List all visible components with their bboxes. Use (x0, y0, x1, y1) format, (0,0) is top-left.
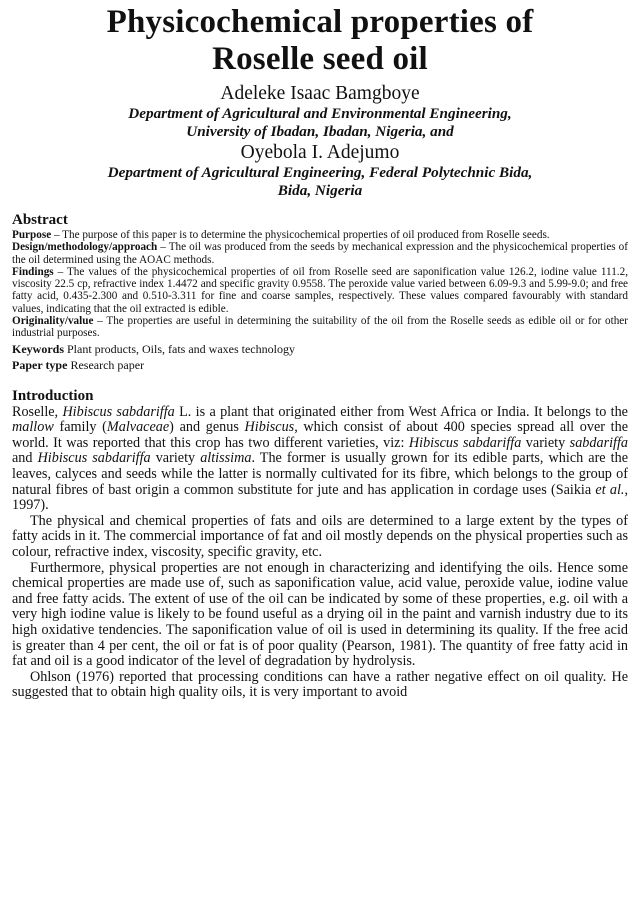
introduction-heading: Introduction (12, 387, 94, 404)
citation-etal: et al. (595, 481, 625, 498)
paper-type-label: Paper type (12, 357, 68, 372)
affiliation-1-line-2: University of Ibadan, Ibadan, Nigeria, and (186, 123, 454, 140)
keywords-text: Plant products, Oils, fats and waxes technology (64, 341, 295, 356)
affiliation-1 (12, 105, 628, 141)
title-line-2: Roselle seed oil (212, 41, 428, 77)
purpose-label: Purpose (12, 229, 52, 241)
species-name: Hibiscus sabdariffa (62, 403, 175, 420)
findings-label: Findings (12, 265, 54, 278)
species-name: Hibiscus sabdariffa (37, 450, 151, 467)
originality-label: Originality/value (12, 315, 94, 328)
abstract-findings (12, 266, 628, 315)
design-text: – The oil was produced from the seeds by mechanical expression and the physicochemical properties of the oil determined using the AOAC methods. (12, 241, 628, 266)
purpose-text: – The purpose of this paper is to determine the physicochemical properties of oil produced from Roselle seeds. (51, 229, 550, 241)
text-run: variety (150, 450, 201, 467)
paper-title (12, 0, 628, 78)
variety-name: altissima (200, 450, 252, 467)
abstract-purpose (12, 229, 628, 241)
intro-paragraph-2: The physical and chemical properties of fats and oils are determined to a large extent by the types of fatty acids in it. The commercial importance of fat and oil mostly depends on the physical properties such as colour, refractive index, viscosity, specific gravity, etc. (12, 512, 628, 561)
text-run: L. is a plant that originated either from West Africa or India. It belongs to the (174, 403, 628, 420)
design-label: Design/methodology/approach (12, 241, 158, 254)
affiliation-2-line-2: Bida, Nigeria (277, 182, 363, 199)
text-run: , 1997). (12, 481, 628, 514)
paper-type-text: Research paper (67, 357, 145, 372)
species-name: Hibiscus sabdariffa (408, 434, 522, 451)
keywords (12, 342, 628, 356)
family-common-name: mallow (12, 419, 54, 436)
text-run: , which consist of about 400 species spread all over the world. It was reported that this crop has two different varieties, viz: (12, 419, 629, 451)
text-run: and (12, 450, 38, 467)
text-run: . The former is usually grown for its edible parts, which are the leaves, calyces and seeds while the latter is normally cultivated for its fibre, which belongs to the group of natural fibres of bast origin a common substitute for jute and has application in cordage uses (Saikia (12, 450, 628, 498)
intro-paragraph-3: Furthermore, physical properties are not enough in characterizing and identifying the oils. Hence some chemical properties are made use of, such as saponification value, acid value, peroxide value, iodine value and free fatty acids. The extent of use of the oil can be indicated by some of these properties, e.g. oil with a very high iodine value is likely to be found useful as a drying oil in the paint and varnish industry due to its high oxidative tendencies. The saponification value of oil is used in determining its quality. If the free acid is greater than 4 per cent, the oil or fat is of poor quality (Pearson, 1981). The quantity of free fatty acid in fat and oil is a good indicator of the level of degradation by hydrolysis. (12, 559, 628, 670)
abstract-section (12, 212, 628, 372)
text-run: Roselle, (12, 403, 63, 420)
text-run: family ( (53, 419, 107, 436)
text-run: variety (521, 434, 570, 451)
text-run: ) and genus (169, 419, 245, 436)
affiliation-2 (12, 164, 628, 200)
abstract-originality (12, 315, 628, 340)
affiliation-2-line-1: Department of Agricultural Engineering, Federal Polytechnic Bida, (107, 164, 533, 181)
affiliation-1-line-1: Department of Agricultural and Environmental Engineering, (128, 105, 512, 122)
originality-text: – The properties are useful in determining the suitability of the oil from the Roselle seeds as edible oil or for other industrial purposes. (12, 315, 628, 340)
intro-paragraph-1 (12, 405, 628, 514)
abstract-heading: Abstract (12, 212, 68, 228)
family-name: Malvaceae (106, 419, 170, 436)
genus-name: Hibiscus (244, 419, 295, 436)
title-line-1: Physicochemical properties of (106, 4, 534, 40)
abstract-design (12, 241, 628, 266)
keywords-label: Keywords (12, 341, 64, 356)
paper-type (12, 358, 628, 372)
author-2: Oyebola I. Adejumo (240, 142, 400, 163)
intro-paragraph-4: Ohlson (1976) reported that processing conditions can have a rather negative effect on oil quality. He suggested that to obtain high quality oils, it is very important to avoid (12, 668, 628, 701)
author-1: Adeleke Isaac Bamgboye (220, 83, 420, 104)
findings-text: – The values of the physicochemical properties of oil from Roselle seed are saponification value 126.2, iodine value 111.2, viscosity 22.5 cp, refractive index 1.4472 and specific gravity 0.9558. The peroxide value varied between 6.09-9.3 and 5.99-9.0; and free fatty acid, 0.435-2.300 and 0.510-3.311 for fine and coarse samples, respectively. These values compared favourably with standard values, indicating that the oil extracted is edible. (12, 265, 628, 315)
introduction-section (12, 388, 628, 701)
variety-name: sabdariffa (569, 434, 629, 451)
